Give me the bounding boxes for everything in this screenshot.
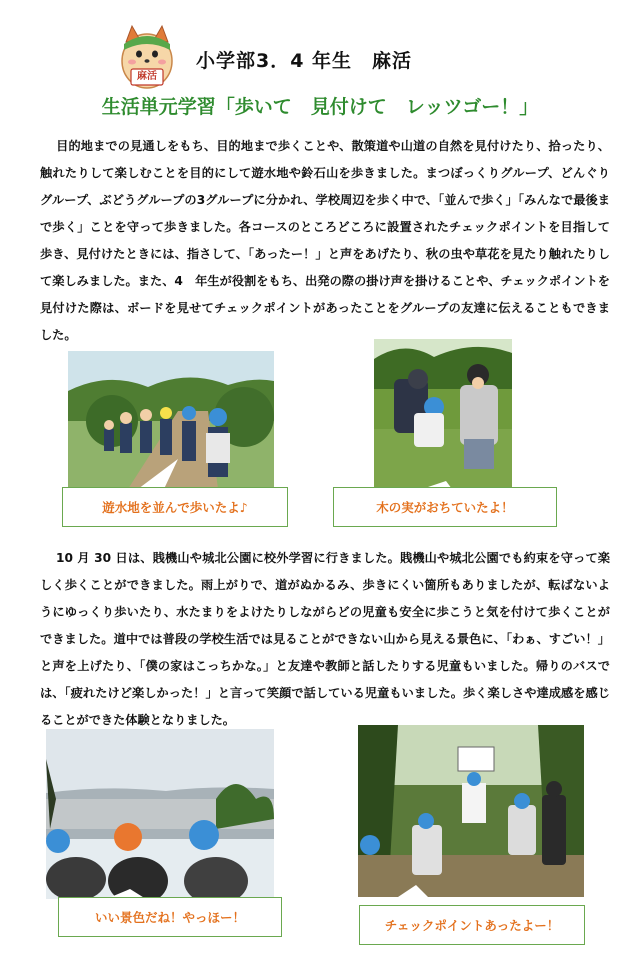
mascot-logo (118, 24, 176, 92)
logo-label: 麻活 (137, 71, 157, 82)
photo-scenic-view (46, 729, 274, 899)
caption-acorns: 木の実がおちていたよ！ (333, 487, 557, 527)
caption-scenic-view: いい景色だね！やっほー！ (58, 897, 282, 937)
section1-paragraph (40, 133, 610, 349)
caption-walking-pond: 遊水地を並んで歩いたよ♪ (62, 487, 288, 527)
section2-text: 10 月 30 日は、賎機山や城北公園に校外学習に行きました。賎機山や城北公園でも約束を守って楽しく歩くことができました。雨上がりで、道がぬかるみ、歩きにくい箇所もありましたが、転ばないようにゆっくり歩いたり、水たまりをよけたりしながらどの児童も安全に歩こうと気を付けて歩くことができました。道中では普段の学校生活では見ることができない山から見える景色に、「わぁ、すごい！」と声を上げたり、「僕の家はこっちかな。」と友達や教師と話したりする児童もいました。帰りのバスでは、「疲れたけど楽しかった！」と言って笑顔で話している児童もいました。歩く楽しさや達成感を感じることができた体験となりました。 (40, 551, 610, 727)
page-title: 小学部3．4 年生 麻活 (196, 50, 413, 72)
photo-checkpoint (358, 725, 584, 897)
section1-text: 目的地までの見通しをもち、目的地まで歩くことや、散策道や山道の自然を見付けたり、拾ったり、触れたりして楽しむことを目的にして遊水地や鈴石山を歩きました。まつぼっくりグループ、どんぐりグループ、ぶどうグループの3グループに分かれ、学校周辺を歩く中で、「並んで歩く」「みんなで最後まで歩く」ことを守って歩きました。各コースのところどころに設置されたチェックポイントを目指して歩き、見付けたときには、指さして、「あったー！」と声をあげたり、秋の虫や草花を見たり触れたりして楽しみました。また、4 年生が役割をもち、出発の際の掛け声を掛けることや、チェックポイントを見付けた際は、ボードを見せてチェックポイントがあったことをグループの友達に伝えることもできました。 (40, 139, 610, 342)
photo-acorns (374, 339, 512, 489)
section2-paragraph (40, 545, 610, 734)
photo-walking-pond (68, 351, 274, 489)
caption-checkpoint: チェックポイントあったよー！ (359, 905, 585, 945)
page-subtitle: 生活単元学習「歩いて 見付けて レッツゴー！」 (101, 96, 539, 118)
